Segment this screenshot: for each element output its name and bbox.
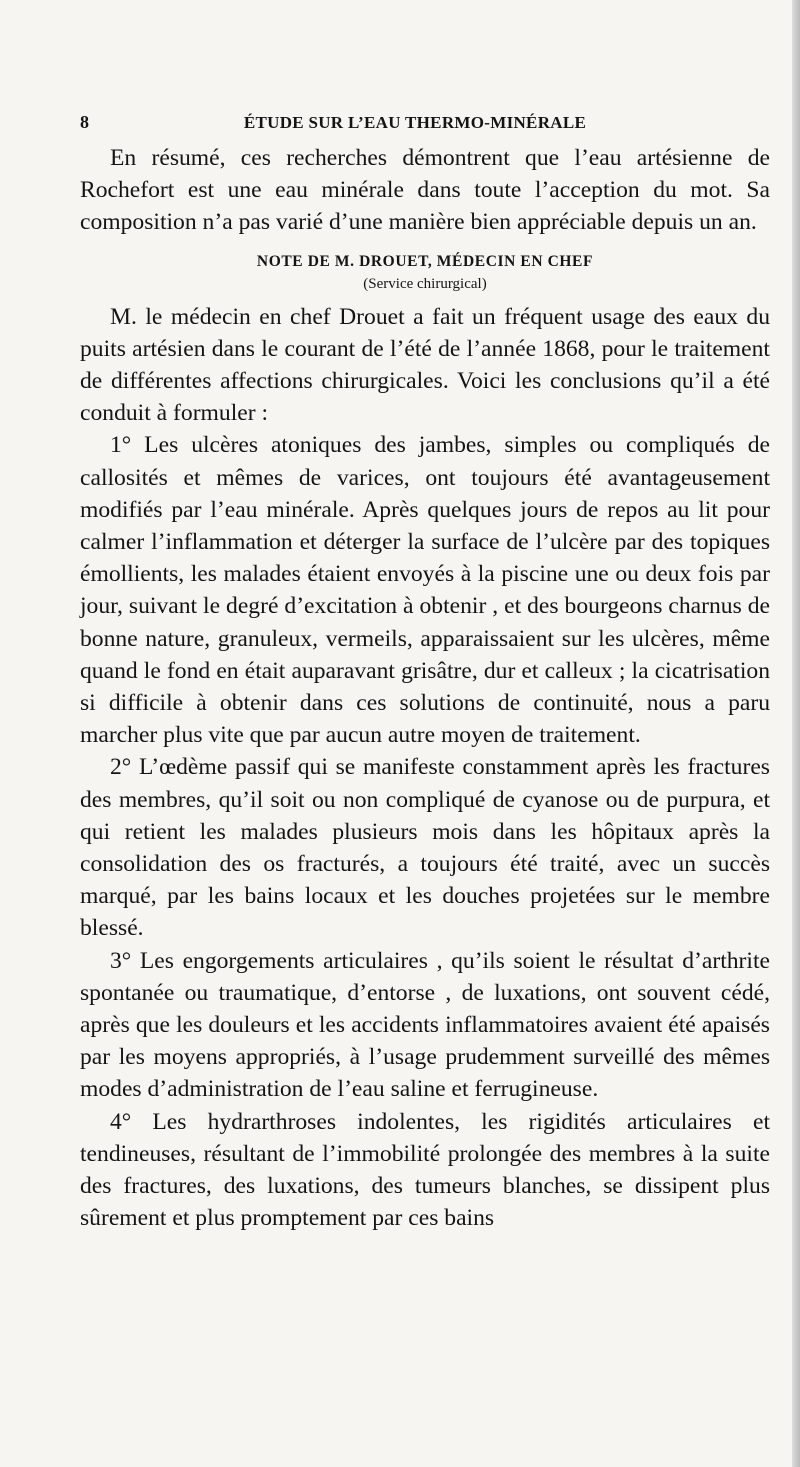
paragraph-point-1: 1° Les ulcères atoniques des jambes, simples ou compliqués de callosités et mêmes de varices, ont toujours été avantageusement modifiés par l’eau minérale. Après quelques jours de repos au lit pour calmer l’inflammation et déterger la surface de l’ulcère par des topiques émollients, les malades étaient envoyés à la piscine une ou deux fois par jour, suivant le degré d’excitation à obtenir , et des bourgeons charnus de bonne nature, granuleux, vermeils, apparaissaient sur les ulcères, même quand le fond en était auparavant grisâtre, dur et calleux ; la cicatrisation si difficile à obtenir dans ces solutions de continuité, nous a paru marcher plus vite que par aucun autre moyen de traitement. [80, 432, 770, 749]
paragraph-point-3: 3° Les engorgements articulaires , qu’ils soient le résultat d’arthrite spontanée ou traumatique, d’entorse , de luxations, ont souvent cédé, après que les douleurs et les accidents inflammatoires avaient été apaisés par les moyens appropriés, à l’usage prudemment surveillé des mêmes modes d’administration de l’eau saline et ferrugineuse. [80, 947, 770, 1103]
note-heading: NOTE DE M. DROUET, MÉDECIN EN CHEF [256, 252, 594, 270]
paragraph-intro: M. le médecin en chef Drouet a fait un fréquent usage des eaux du puits artésien dans le courant de l’été de l’année 1868, pour le traitement de différentes affections chirurgicales. Voici les conclusions qu’il a été conduit à formuler : [80, 303, 770, 427]
running-title: ÉTUDE SUR L’EAU THERMO-MINÉRALE [243, 113, 587, 132]
note-subheading: (Service chirurgical) [363, 275, 487, 292]
paragraph-point-4: 4° Les hydrarthroses indolentes, les rigidités articulaires et tendineuses, résultant de l’immobilité prolongée des membres à la suite des fractures, des luxations, des tumeurs blanches, se dissipent plus sûrement et plus promptement par ces bains [80, 1108, 770, 1232]
page-edge [792, 0, 800, 1467]
page-header [80, 112, 770, 142]
page-number: 8 [80, 112, 90, 132]
paragraph-summary: En résumé, ces recherches démontrent que l’eau artésienne de Rochefort est une eau minérale dans toute l’acception du mot. Sa composition n’a pas varié d’une manière bien appréciable depuis un an. [80, 145, 770, 236]
paragraph-point-2: 2° L’œdème passif qui se manifeste constamment après les fractures des membres, qu’il soit ou non compliqué de cyanose ou de purpura, et qui retient les malades plusieurs mois dans les hôpitaux après la consolidation des os fracturés, a toujours été traité, avec un succès marqué, par les bains locaux et les douches projetées sur le membre blessé. [80, 754, 770, 942]
document-page [80, 112, 770, 1235]
